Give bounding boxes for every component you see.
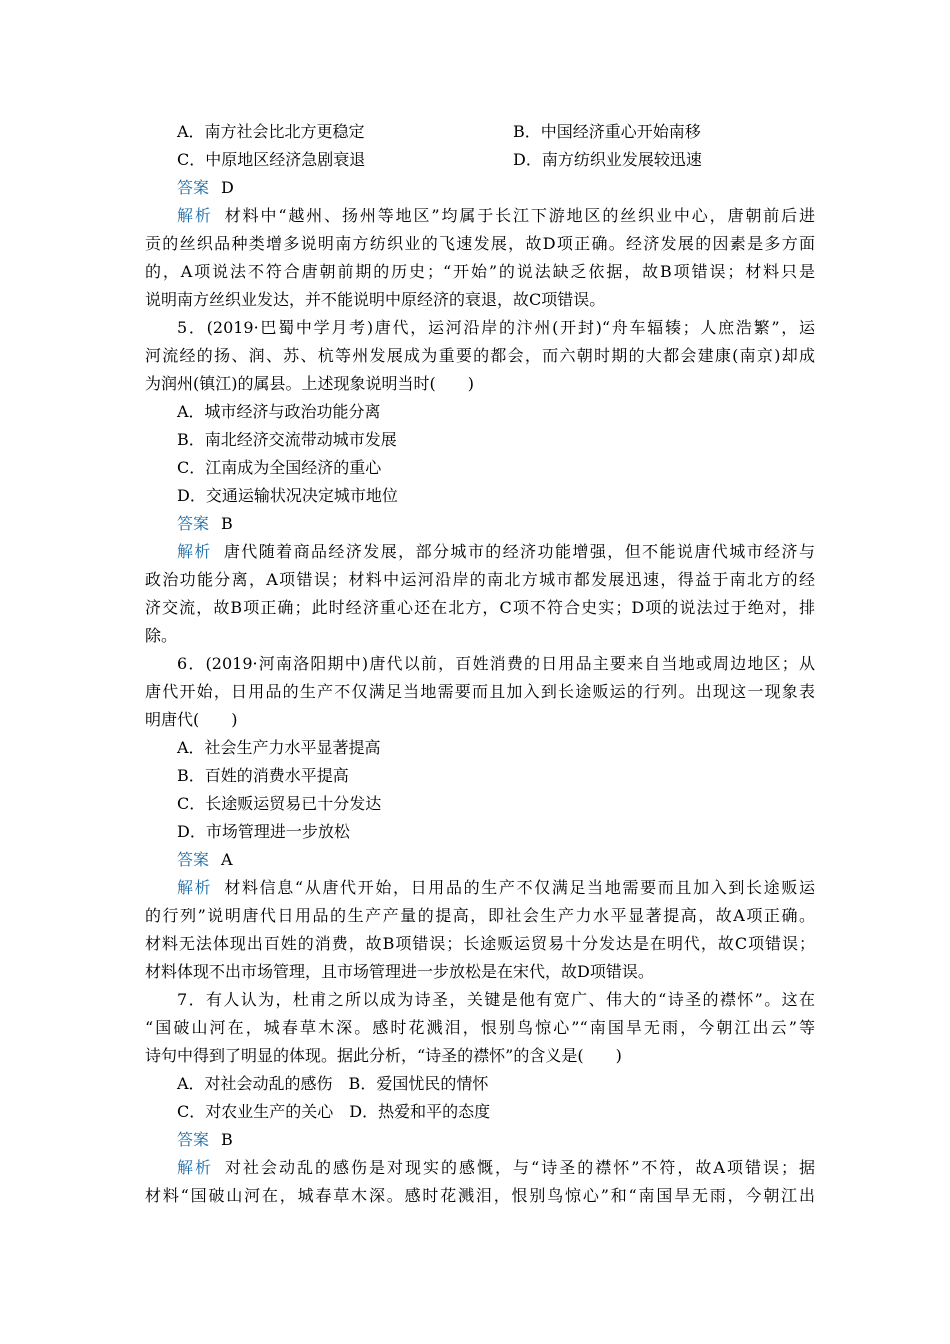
q5-stem <box>145 314 815 398</box>
q6-analysis-line-3: 材料无法体现出百姓的消费，故B项错误；长途贩运贸易十分发达是在明代，故C项错误； <box>145 934 815 953</box>
q6-analysis <box>145 874 815 986</box>
q5-stem-line-3: 为润州(镇江)的属县。上述现象说明当时( ) <box>145 374 474 393</box>
q4-answer-value: D <box>221 178 234 197</box>
q5-stem-line-1: 5．(2019·巴蜀中学月考)唐代，运河沿岸的汴州(开封)“舟车辐辏；人庶浩繁”，运 <box>177 318 815 337</box>
q5-stem-line-2: 河流经的扬、润、苏、杭等州发展成为重要的都会，而六朝时期的大都会建康(南京)却成 <box>145 346 815 365</box>
q4-option-d[interactable]: D．南方纺织业发展较迅速 <box>513 150 702 169</box>
q4-analysis-line-1: 材料中“越州、扬州等地区”均属于长江下游地区的丝织业中心，唐朝前后进 <box>224 206 815 225</box>
q4-options-row-2 <box>145 146 815 174</box>
q6-stem <box>145 650 815 734</box>
analysis-label: 解析 <box>177 542 212 561</box>
q5-option-a[interactable]: A．城市经济与政治功能分离 <box>177 402 381 421</box>
q5-option-c[interactable]: C．江南成为全国经济的重心 <box>177 458 382 477</box>
q7-options-row-2[interactable]: C．对农业生产的关心 D．热爱和平的态度 <box>177 1102 491 1121</box>
q5-option-b[interactable]: B．南北经济交流带动城市发展 <box>177 430 397 449</box>
q5-analysis-line-4: 除。 <box>145 626 178 645</box>
q5-analysis-line-1: 唐代随着商品经济发展，部分城市的经济功能增强，但不能说唐代城市经济与 <box>223 542 815 561</box>
q5-analysis-line-2: 政治功能分离，A项错误；材料中运河沿岸的南北方城市都发展迅速，得益于南北方的经 <box>145 570 815 589</box>
analysis-label: 解析 <box>177 1158 214 1177</box>
q6-stem-line-2: 唐代开始，日用品的生产不仅满足当地需要而且加入到长途贩运的行列。出现这一现象表 <box>145 682 815 701</box>
q4-answer <box>145 174 815 202</box>
page-content <box>145 118 815 1210</box>
q6-option-d[interactable]: D．市场管理进一步放松 <box>177 822 350 841</box>
answer-label: 答案 <box>177 514 210 533</box>
q4-option-c[interactable]: C．中原地区经济急剧衰退 <box>177 150 366 169</box>
q6-analysis-line-4: 材料体现不出市场管理，且市场管理进一步放松是在宋代，故D项错误。 <box>145 962 654 981</box>
q5-option-d[interactable]: D．交通运输状况决定城市地位 <box>177 486 398 505</box>
q6-stem-line-1: 6．(2019·河南洛阳期中)唐代以前，百姓消费的日用品主要来自当地或周边地区；从 <box>177 654 815 673</box>
q6-analysis-line-1: 材料信息“从唐代开始，日用品的生产不仅满足当地需要而且加入到长途贩运 <box>224 878 815 897</box>
q4-option-a[interactable]: A．南方社会比北方更稳定 <box>177 122 365 141</box>
q7-analysis <box>145 1154 815 1210</box>
q7-stem-line-2: “国破山河在，城春草木深。感时花溅泪，恨别鸟惊心”“南国旱无雨，今朝江出云”等 <box>145 1018 815 1037</box>
q7-stem <box>145 986 815 1070</box>
q4-analysis <box>145 202 815 314</box>
q5-analysis-line-3: 济交流，故B项正确；此时经济重心还在北方，C项不符合史实；D项的说法过于绝对，排 <box>145 598 815 617</box>
q6-answer <box>145 846 815 874</box>
q6-answer-value: A <box>221 850 233 869</box>
q6-option-c[interactable]: C．长途贩运贸易已十分发达 <box>177 794 382 813</box>
q7-answer-value: B <box>221 1130 233 1149</box>
answer-label: 答案 <box>177 850 210 869</box>
analysis-label: 解析 <box>177 878 213 897</box>
q7-answer <box>145 1126 815 1154</box>
analysis-label: 解析 <box>177 206 213 225</box>
q7-stem-line-3: 诗句中得到了明显的体现。据此分析，“诗圣的襟怀”的含义是( ) <box>145 1046 622 1065</box>
q7-stem-line-1: 7．有人认为，杜甫之所以成为诗圣，关键是他有宽广、伟大的“诗圣的襟怀”。这在 <box>177 990 815 1009</box>
q6-analysis-line-2: 的行列”说明唐代日用品的生产产量的提高，即社会生产力水平显著提高，故A项正确。 <box>145 906 815 925</box>
q6-option-b[interactable]: B．百姓的消费水平提高 <box>177 766 349 785</box>
q5-answer <box>145 510 815 538</box>
q7-analysis-line-1: 对社会动乱的感伤是对现实的感慨，与“诗圣的襟怀”不符，故A项错误；据 <box>225 1158 815 1177</box>
q4-analysis-line-4: 说明南方丝织业发达，并不能说明中原经济的衰退，故C项错误。 <box>145 290 606 309</box>
q6-option-a[interactable]: A．社会生产力水平显著提高 <box>177 738 381 757</box>
q4-analysis-line-3: 的，A项说法不符合唐朝前期的历史；“开始”的说法缺乏依据，故B项错误；材料只是 <box>145 262 815 281</box>
q6-stem-line-3: 明唐代( ) <box>145 710 238 729</box>
q7-options-row-1[interactable]: A．对社会动乱的感伤 B．爱国忧民的情怀 <box>177 1074 489 1093</box>
q5-answer-value: B <box>221 514 233 533</box>
q4-options-row-1 <box>145 118 815 146</box>
answer-label: 答案 <box>177 178 210 197</box>
q5-analysis <box>145 538 815 650</box>
q4-option-b[interactable]: B．中国经济重心开始南移 <box>513 122 701 141</box>
answer-label: 答案 <box>177 1130 210 1149</box>
q7-analysis-line-2: 材料“国破山河在，城春草木深。感时花溅泪，恨别鸟惊心”和“南国旱无雨，今朝江出 <box>145 1186 815 1205</box>
q4-analysis-line-2: 贡的丝织品种类增多说明南方纺织业的飞速发展，故D项正确。经济发展的因素是多方面 <box>145 234 815 253</box>
